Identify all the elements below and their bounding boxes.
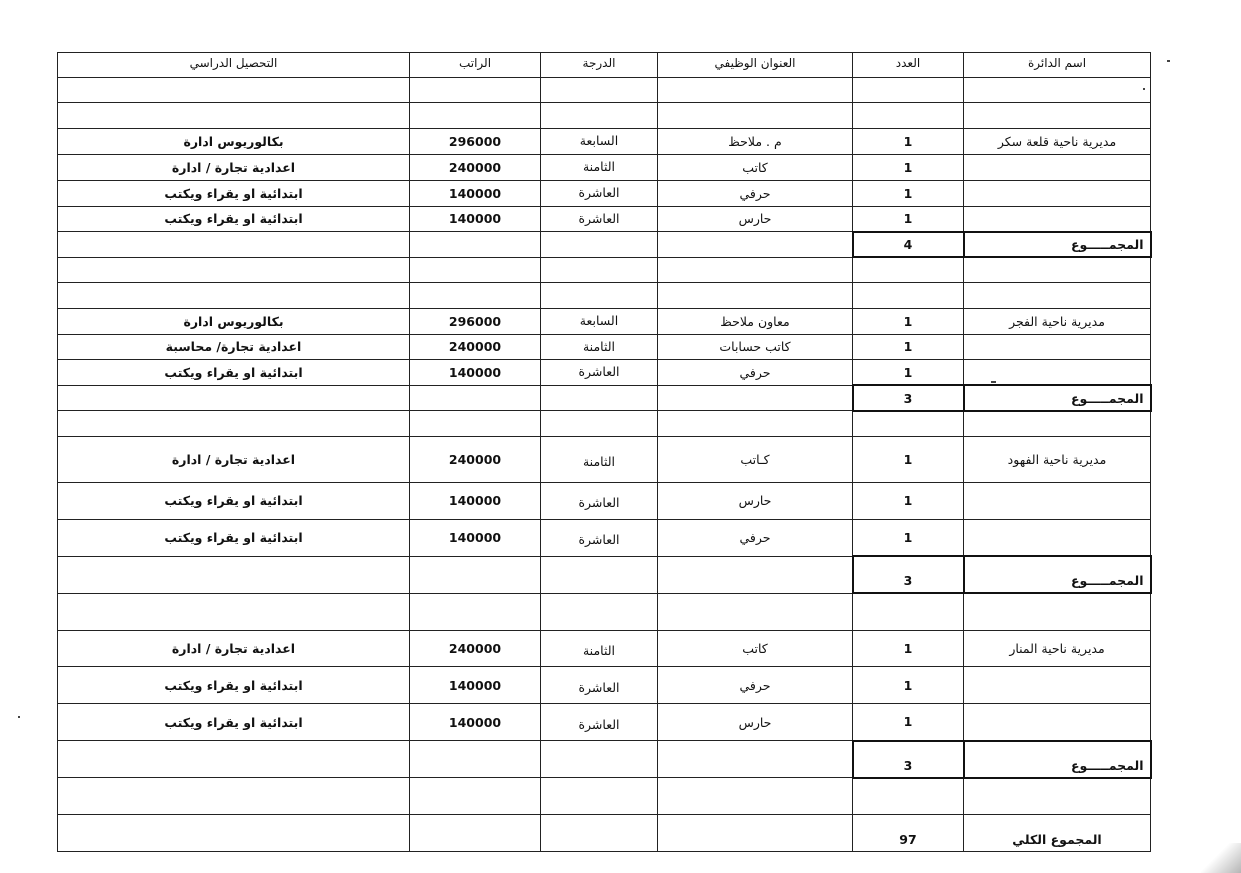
count-cell: 1	[853, 360, 964, 386]
salary-cell: 140000	[410, 483, 541, 520]
scan-speck	[1143, 88, 1145, 90]
header-education: التحصيل الدراسي	[58, 53, 410, 78]
header-count: العدد	[853, 53, 964, 78]
grade-cell: الثامنة	[541, 630, 658, 667]
grade-cell: العاشرة	[541, 483, 658, 520]
empty-row	[58, 103, 1151, 129]
subtotal-label: المجمـــــوع	[964, 232, 1151, 258]
grade-cell: الثامنة	[541, 334, 658, 360]
salary-cell: 296000	[410, 128, 541, 155]
grade-cell: العاشرة	[541, 704, 658, 741]
count-cell: 1	[853, 180, 964, 206]
salary-cell: 240000	[410, 436, 541, 482]
count-cell: 1	[853, 308, 964, 334]
table-row	[58, 436, 1151, 482]
job-title-cell: حرفي	[658, 180, 853, 206]
count-cell: 1	[853, 128, 964, 155]
job-title-cell: حرفي	[658, 360, 853, 386]
scan-speck	[1167, 60, 1170, 62]
count-cell: 1	[853, 334, 964, 360]
count-cell: 1	[853, 483, 964, 520]
job-title-cell: حرفي	[658, 667, 853, 704]
education-cell: ابتدائية او يقراء ويكتب	[58, 483, 410, 520]
count-cell: 1	[853, 206, 964, 232]
table-row	[58, 308, 1151, 334]
header-grade: الدرجة	[541, 53, 658, 78]
subtotal-value: 3	[853, 385, 964, 411]
table-row	[58, 360, 1151, 386]
education-cell: ابتدائية او يقراء ويكتب	[58, 360, 410, 386]
salary-cell: 240000	[410, 630, 541, 667]
grade-cell: العاشرة	[541, 206, 658, 232]
dept-name: مديرية ناحية المنار	[964, 630, 1151, 667]
education-cell: ابتدائية او يقراء ويكتب	[58, 206, 410, 232]
header-title: العنوان الوظيفي	[658, 53, 853, 78]
subtotal-value: 3	[853, 741, 964, 778]
scan-speck	[18, 716, 20, 718]
education-cell: بكالوريوس ادارة	[58, 128, 410, 155]
job-title-cell: حارس	[658, 704, 853, 741]
subtotal-row	[58, 385, 1151, 411]
count-cell: 1	[853, 667, 964, 704]
subtotal-label: المجمـــــوع	[964, 741, 1151, 778]
education-cell: ابتدائية او يقراء ويكتب	[58, 180, 410, 206]
grade-cell: الثامنة	[541, 155, 658, 181]
subtotal-value: 4	[853, 232, 964, 258]
empty-row	[58, 283, 1151, 309]
grade-cell: السابعة	[541, 308, 658, 334]
job-title-cell: حارس	[658, 483, 853, 520]
subtotal-value: 3	[853, 556, 964, 593]
table-row	[58, 128, 1151, 155]
job-title-cell: كاتب	[658, 630, 853, 667]
table-row	[58, 206, 1151, 232]
header-salary: الراتب	[410, 53, 541, 78]
table-row	[58, 180, 1151, 206]
table-row	[58, 334, 1151, 360]
salary-cell: 140000	[410, 206, 541, 232]
grand-total-row	[58, 814, 1151, 851]
grade-cell: السابعة	[541, 128, 658, 155]
count-cell: 1	[853, 519, 964, 556]
job-title-cell: حارس	[658, 206, 853, 232]
salary-cell: 240000	[410, 155, 541, 181]
job-title-cell: حرفي	[658, 519, 853, 556]
subtotal-row	[58, 556, 1151, 593]
salary-cell: 140000	[410, 519, 541, 556]
education-cell: اعدادية تجارة/ محاسبة	[58, 334, 410, 360]
count-cell: 1	[853, 155, 964, 181]
empty-row	[58, 77, 1151, 103]
grand-total-label: المجموع الكلي	[964, 814, 1151, 851]
header-dept: اسم الدائرة	[964, 53, 1151, 78]
grade-cell: العاشرة	[541, 667, 658, 704]
count-cell: 1	[853, 436, 964, 482]
education-cell: اعدادية تجارة / ادارة	[58, 155, 410, 181]
salary-cell: 140000	[410, 667, 541, 704]
table-row	[58, 519, 1151, 556]
empty-row	[58, 593, 1151, 630]
table-row	[58, 155, 1151, 181]
job-title-cell: كـاتب	[658, 436, 853, 482]
grade-cell: العاشرة	[541, 360, 658, 386]
dept-name: مديرية ناحية الفهود	[964, 436, 1151, 482]
grade-cell: العاشرة	[541, 519, 658, 556]
empty-row	[58, 257, 1151, 283]
grade-cell: الثامنة	[541, 436, 658, 482]
grand-total-value: 97	[853, 814, 964, 851]
table-row	[58, 630, 1151, 667]
education-cell: اعدادية تجارة / ادارة	[58, 630, 410, 667]
table-row	[58, 704, 1151, 741]
education-cell: ابتدائية او يقراء ويكتب	[58, 519, 410, 556]
subtotal-label: المجمـــــوع	[964, 556, 1151, 593]
job-title-cell: معاون ملاحظ	[658, 308, 853, 334]
dept-name: مديرية ناحية قلعة سكر	[964, 128, 1151, 155]
staffing-table	[57, 52, 1152, 852]
salary-cell: 296000	[410, 308, 541, 334]
subtotal-label: المجمـــــوع	[964, 385, 1151, 411]
grade-cell: العاشرة	[541, 180, 658, 206]
salary-cell: 140000	[410, 180, 541, 206]
salary-cell: 240000	[410, 334, 541, 360]
salary-cell: 140000	[410, 704, 541, 741]
dept-name: مديرية ناحية الفجر	[964, 308, 1151, 334]
subtotal-row	[58, 232, 1151, 258]
job-title-cell: م . ملاحظ	[658, 128, 853, 155]
table-row	[58, 667, 1151, 704]
count-cell: 1	[853, 704, 964, 741]
scan-speck	[991, 381, 996, 383]
education-cell: ابتدائية او يقراء ويكتب	[58, 667, 410, 704]
count-cell: 1	[853, 630, 964, 667]
scan-shadow	[1201, 843, 1241, 873]
education-cell: اعدادية تجارة / ادارة	[58, 436, 410, 482]
table-row	[58, 483, 1151, 520]
job-title-cell: كاتب حسابات	[658, 334, 853, 360]
salary-cell: 140000	[410, 360, 541, 386]
education-cell: ابتدائية او يقراء ويكتب	[58, 704, 410, 741]
education-cell: بكالوريوس ادارة	[58, 308, 410, 334]
job-title-cell: كاتب	[658, 155, 853, 181]
empty-row	[58, 411, 1151, 437]
header-row	[58, 53, 1151, 78]
empty-row	[58, 778, 1151, 815]
subtotal-row	[58, 741, 1151, 778]
